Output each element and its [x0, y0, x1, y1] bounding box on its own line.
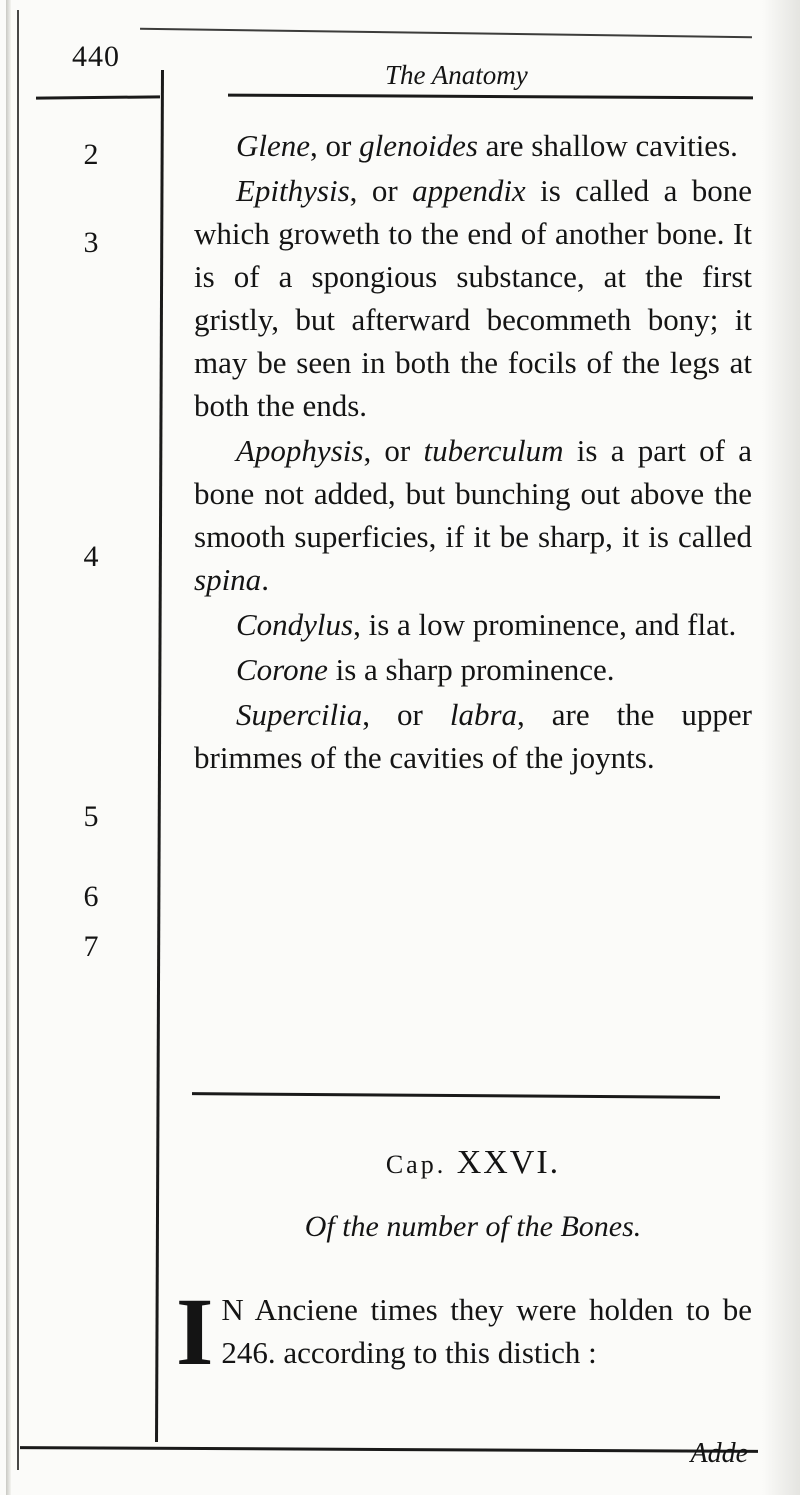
chapter-opening	[172, 1278, 752, 1385]
margin-note-number: 4	[83, 540, 99, 573]
entry-paragraph: Condylus, is a low prominence, and flat.	[236, 607, 737, 642]
term: Glene	[236, 128, 311, 163]
term: Supercilia	[236, 697, 363, 732]
entry-paragraph: Supercilia, or labra, are the upper brimmes of the cavities of the joynts.	[194, 697, 753, 775]
chapter-label: Cap.	[385, 1150, 447, 1179]
margin-note-number: 5	[83, 800, 99, 833]
term: Corone	[236, 652, 328, 687]
term: labra	[449, 697, 518, 732]
margin-note-number: 3	[83, 226, 99, 259]
term: tuberculum	[423, 433, 564, 468]
header-rule-left	[36, 95, 160, 99]
entry-paragraph: Corone is a sharp prominence.	[236, 652, 615, 687]
entry-paragraph: Apophysis, or tuberculum is a part of a bone not added, but bunching out above the smooth superficies, if it be sharp, it is called spina.	[194, 433, 753, 597]
page-edge	[6, 0, 11, 1495]
margin-note-number: 7	[83, 930, 99, 963]
term: Apophysis	[236, 433, 364, 468]
left-page-border	[17, 10, 19, 1470]
term: Epithysis	[236, 173, 350, 208]
chapter-heading	[194, 1144, 752, 1182]
catchword: Adde	[690, 1438, 748, 1469]
definitions-text	[194, 124, 752, 779]
margin-note-number: 6	[83, 880, 99, 913]
opening-text: N Anciene times they were holden to be 246. according to this distich :	[221, 1292, 752, 1370]
header-top-line	[140, 28, 752, 39]
term: Condylus	[236, 607, 354, 642]
entry-paragraph: Glene, or glenoides are shallow cavities.	[236, 128, 738, 163]
chapter-number: XXVI.	[456, 1144, 561, 1181]
term: glenoides	[359, 128, 478, 163]
term: appendix	[412, 173, 526, 208]
margin-rule	[155, 70, 164, 1442]
page-number: 440	[72, 40, 120, 73]
header-rule-right	[228, 94, 753, 100]
running-title: The Anatomy	[385, 60, 528, 90]
footer-rule	[20, 1446, 758, 1453]
term: spina	[194, 562, 262, 597]
drop-cap: I	[176, 1278, 214, 1385]
margin-note-number: 2	[83, 138, 99, 171]
gutter-shadow	[762, 0, 800, 1495]
chapter-subtitle: Of the number of the Bones.	[304, 1210, 642, 1243]
section-divider	[192, 1092, 720, 1099]
entry-paragraph: Epithysis, or appendix is called a bone which groweth to the end of another bone. It is of a spongious substance, at the first gristly, but afterward becommeth bony; it may be seen in both the focils of the legs at both the ends.	[194, 173, 753, 423]
